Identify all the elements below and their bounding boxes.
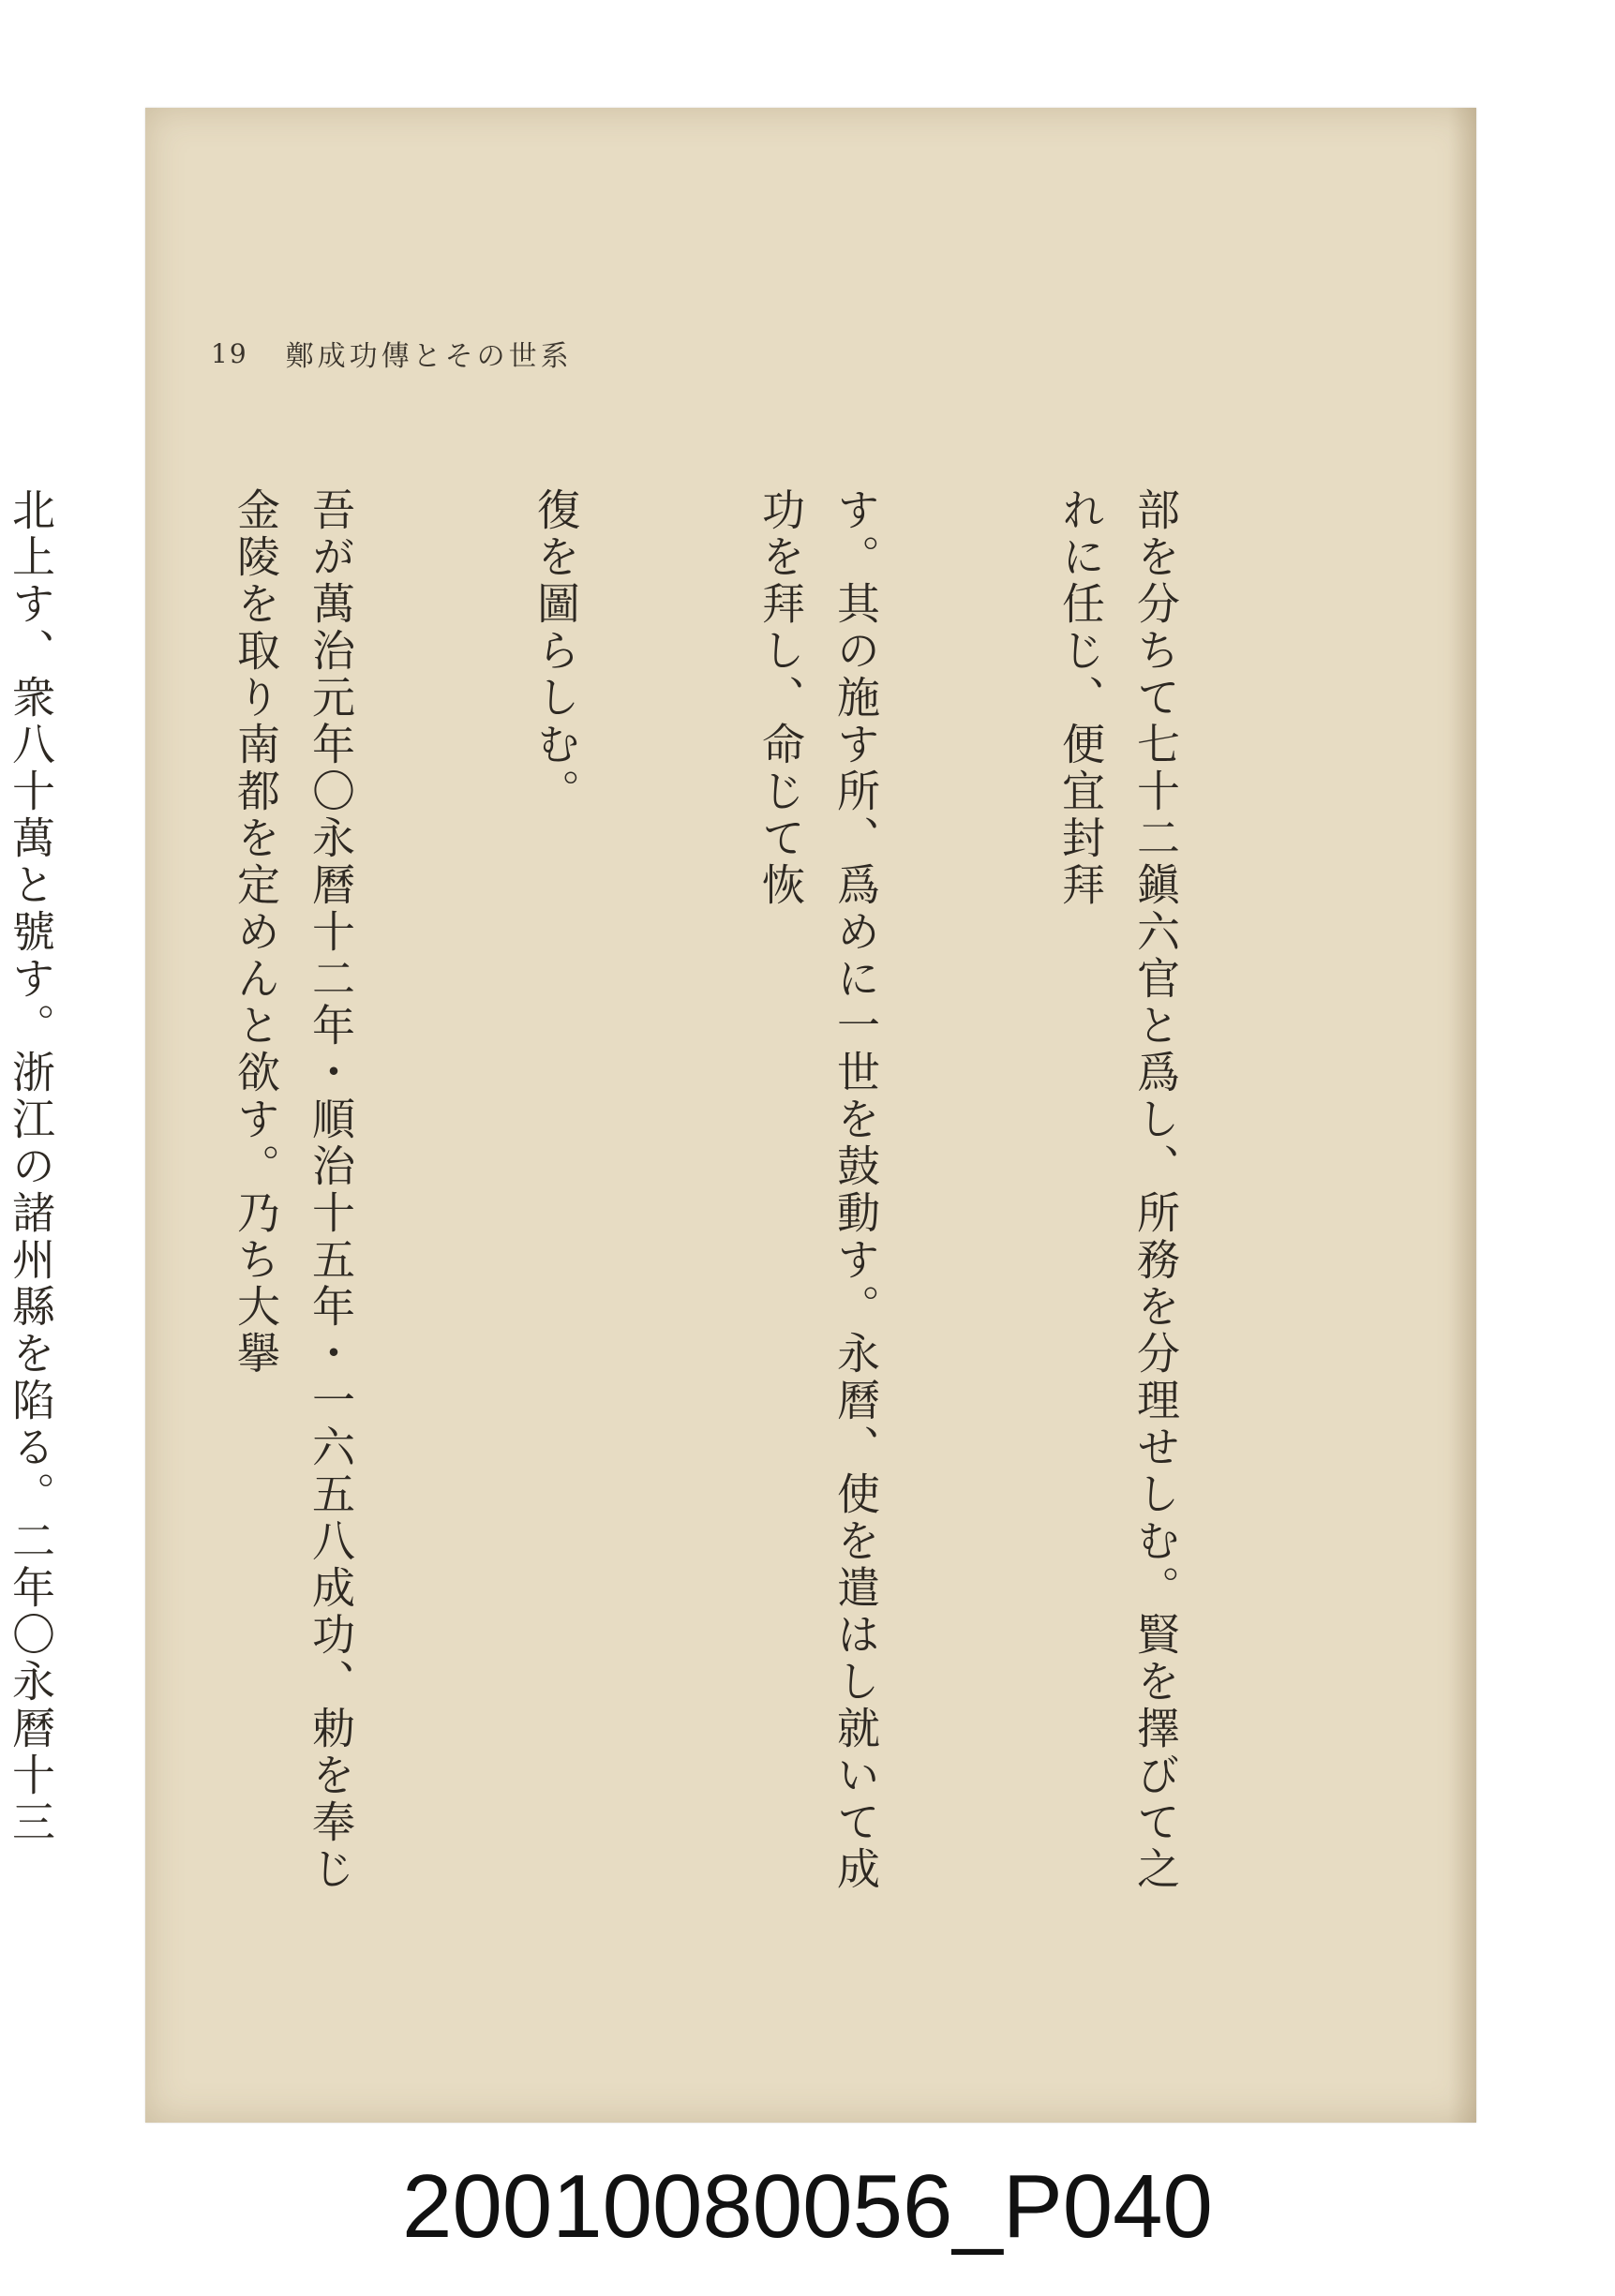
text-line: 吾が萬治元年〇永曆十二年・順治十五年・一六五八成功、勅を奉じ金陵を取り南都を定めんと欲す。乃ち大擧	[231, 487, 356, 1893]
image-id-caption: 20010080056_P040	[402, 2156, 1213, 2257]
body-text	[0, 487, 1343, 1893]
running-head	[211, 333, 573, 374]
text-line: 北上す、衆八十萬と號す。浙江の諸州縣を陷る。二年〇永曆十三	[6, 487, 56, 1846]
text-line: 部を分ちて七十二鎭六官と爲し、所務を分理せしむ。賢を擇びて之れに任じ、便宜封拜	[1055, 487, 1181, 1893]
text-line: 復を圖らしむ。	[531, 487, 581, 815]
running-title: 鄭成功傳とその世系	[285, 340, 573, 373]
text-line: す。其の施す所、爲めに一世を鼓動す。永曆、使を遣はし就いて成功を拜し、命じて恢	[755, 487, 881, 1893]
page-number: 19	[211, 337, 248, 369]
